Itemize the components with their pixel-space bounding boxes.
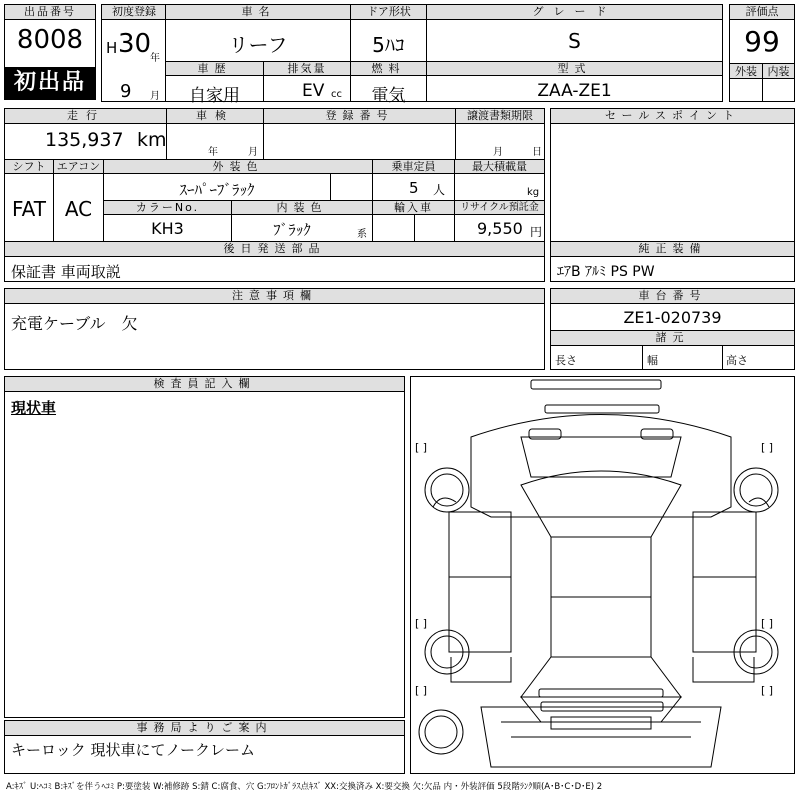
grade-value: S	[568, 29, 581, 53]
reg-year-unit: 年	[150, 53, 160, 64]
color-no-value: KH3	[151, 219, 184, 238]
chassis-header: 車台番号	[551, 289, 794, 304]
inspection-year-unit: 年	[208, 147, 218, 158]
legend: A:ｷｽﾞ U:ﾍｺﾐ B:ｷｽﾞを伴うﾍｺﾐ P:要塗装 W:補修跡 S:錆 C:腐食、穴 G:ﾌﾛﾝﾄｶﾞﾗｽ点ｷｽﾞ XX:交換済み X:要交換 欠:欠品 内・外装評価 5段階ﾗﾝｸ順(A･B･C･D･E) 2	[6, 782, 603, 792]
door-type: 5ﾊｺ	[372, 33, 405, 57]
capacity-header: 乗車定員	[373, 160, 454, 174]
chassis-value: ZE1-020739	[623, 308, 722, 327]
displacement-value: EV	[302, 81, 325, 101]
lot-box	[4, 4, 96, 100]
reg-month: 9	[120, 81, 132, 102]
shift-header: シフト	[5, 160, 53, 174]
reg-era: H	[106, 39, 118, 57]
fuel-header: 燃料	[351, 62, 426, 76]
max-load-header: 最大積載量	[455, 160, 544, 174]
color-no-header: カラーNo.	[104, 201, 231, 215]
shift-value: FAT	[11, 197, 46, 221]
mid-table	[4, 108, 545, 282]
sales-points-box	[550, 108, 795, 282]
height-label: 高さ	[726, 354, 748, 367]
office-box	[4, 720, 405, 774]
width-label: 幅	[647, 354, 658, 367]
later-parts-value: 保証書 車両取説	[11, 263, 121, 281]
inspection-header: 車検	[167, 109, 263, 124]
reg-year: 30	[118, 29, 152, 59]
ext-color-header: 外装色	[104, 160, 372, 174]
inspection-month-unit: 月	[248, 147, 258, 158]
transfer-month-unit: 月	[493, 147, 503, 158]
inspector-header: 検査員記入欄	[5, 377, 404, 392]
displacement-unit: cc	[331, 89, 342, 100]
length-label: 長さ	[555, 354, 577, 367]
bracket-front-right: [ ]	[761, 441, 774, 454]
fuel-value: 電気	[371, 86, 406, 106]
office-header: 事務局よりご案内	[5, 721, 404, 736]
score-box	[729, 4, 795, 102]
capacity-unit: 人	[433, 183, 446, 197]
office-value: キーロック 現状車にてノークレーム	[11, 741, 256, 759]
door-header: ドア形状	[351, 5, 427, 20]
exterior-label: 外装	[730, 64, 762, 79]
sales-points-header: セールスポイント	[551, 109, 794, 124]
later-parts-header: 後日発送部品	[5, 242, 544, 257]
spec-header: 諸元	[551, 331, 794, 346]
car-name: リーフ	[228, 33, 288, 57]
plate-header: 登録番号	[264, 109, 455, 124]
aircon-value: AC	[64, 197, 93, 221]
bracket-mid-left: [ ]	[415, 617, 428, 630]
mileage-value: 135,937	[45, 129, 124, 151]
equipment-header: 純正装備	[551, 242, 794, 257]
top-table	[101, 4, 723, 106]
interior-label: 内装	[762, 64, 794, 79]
int-color-unit: 系	[357, 229, 367, 240]
inspector-box	[4, 376, 405, 718]
chassis-box	[550, 288, 795, 370]
aircon-header: エアコン	[54, 160, 103, 174]
recycle-unit: 円	[530, 225, 543, 239]
first-listing-badge: 初出品	[5, 67, 95, 99]
displacement-header: 排気量	[264, 62, 350, 76]
reg-month-unit: 月	[150, 91, 160, 102]
model-header: 型式	[427, 62, 722, 76]
mileage-header: 走行	[5, 109, 167, 124]
notes-box	[4, 288, 545, 370]
equipment-value: ｴｱB ｱﾙﾐ PS PW	[557, 264, 655, 280]
mileage-unit: km	[137, 129, 167, 151]
notes-header: 注意事項欄	[5, 289, 544, 304]
history-value: 自家用	[189, 86, 240, 106]
max-load-unit: kg	[527, 187, 540, 198]
transfer-header: 譲渡書類期限	[456, 109, 544, 124]
grade-header: グレード	[427, 5, 722, 20]
bracket-front-left: [ ]	[415, 441, 428, 454]
car-outline	[411, 377, 794, 773]
history-header: 車歴	[166, 62, 263, 76]
score-value: 99	[744, 25, 780, 58]
recycle-value: 9,550	[477, 219, 523, 238]
int-color-header: 内装色	[232, 201, 372, 215]
capacity-value: 5	[409, 179, 419, 197]
bracket-mid-right: [ ]	[761, 617, 774, 630]
bracket-rear-right: [ ]	[761, 684, 774, 697]
bracket-rear-left: [ ]	[415, 684, 428, 697]
lot-header: 出品番号	[5, 5, 95, 20]
transfer-day-unit: 日	[532, 147, 542, 158]
name-header: 車名	[166, 5, 351, 20]
inspector-value: 現状車	[11, 399, 57, 417]
int-color-value: ﾌﾞﾗｯｸ	[273, 221, 311, 239]
lot-number: 8008	[16, 25, 84, 55]
model-value: ZAA-ZE1	[537, 81, 612, 101]
reg-header: 初度登録	[102, 5, 166, 20]
notes-value: 充電ケーブル 欠	[11, 314, 138, 333]
recycle-header: リサイクル預託金	[455, 201, 544, 215]
import-header: 輸入車	[373, 201, 454, 215]
score-header: 評価点	[730, 5, 794, 20]
car-diagram	[410, 376, 795, 774]
ext-color-value: ｽｰﾊﾟｰﾌﾞﾗｯｸ	[179, 181, 255, 199]
